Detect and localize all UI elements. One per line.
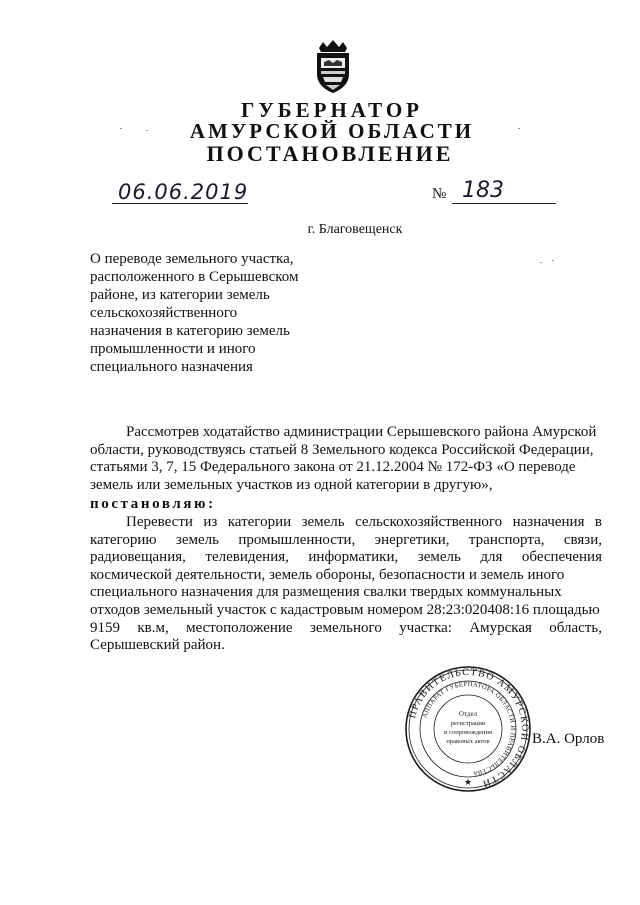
- decree-word: постановляю:: [90, 496, 216, 512]
- body-line: космической деятельности, земель обороны, безопасности и земель иного: [90, 566, 565, 583]
- body-line: Серышевский район.: [90, 637, 225, 654]
- preamble-line: земель или земельных участков из одной категории в другую»,: [90, 476, 493, 493]
- subject-line: районе, из категории земель: [90, 287, 270, 303]
- stamp-inner-text: АППАРАТ ГУБЕРНАТОРА ОБЛАСТИ И ПРАВИТЕЛЬСТВА: [421, 680, 517, 777]
- stamp-outer-text: ПРАВИТЕЛЬСТВО АМУРСКОЙ ОБЛАСТИ: [407, 666, 531, 790]
- official-stamp: [404, 665, 532, 793]
- preamble-line: Рассмотрев ходатайство администрации Серышевского района Амурской: [126, 424, 597, 440]
- date-underline: [112, 203, 248, 204]
- scan-speck: [518, 128, 520, 129]
- body-line: Перевести из категории земель сельскохозяйственного назначения в: [126, 514, 602, 530]
- coat-of-arms-emblem: [311, 38, 355, 94]
- decision-paragraph: [90, 514, 602, 655]
- body-line: категорию земель промышленности, энергетики, транспорта, связи,: [90, 531, 602, 548]
- subject-line: назначения в категорию земель: [90, 323, 290, 339]
- scan-speck: [552, 260, 554, 261]
- body-line: специального назначения для размещения свалки твердых коммунальных: [90, 584, 562, 601]
- document-date: 06.06.2019: [118, 180, 249, 204]
- document-type-title: ПОСТАНОВЛЕНИЕ: [206, 141, 454, 166]
- number-underline: [452, 203, 556, 204]
- preamble-line: статьями 3, 7, 15 Федерального закона от 21.12.2004 № 172-ФЗ «О переводе: [90, 459, 576, 476]
- header-governor: ГУБЕРНАТОР: [240, 98, 424, 122]
- stamp-center-line: регистрации: [450, 720, 486, 727]
- subject-line: промышленности и иного: [90, 341, 256, 357]
- subject-line: расположенного в Серышевском: [90, 269, 299, 285]
- body-line: отходов земельный участок с кадастровым номером 28:23:020408:16 площадью: [90, 601, 600, 618]
- preamble-line: области, руководствуясь статьей 8 Земельного кодекса Российской Федерации,: [90, 441, 594, 458]
- signature-name: В.А. Орлов: [532, 731, 605, 747]
- subject-line: специального назначения: [90, 359, 253, 375]
- scan-speck: [120, 128, 122, 129]
- scan-speck: [146, 130, 148, 131]
- stamp-center-line: Отдел: [458, 710, 478, 718]
- subject-block: [90, 250, 330, 376]
- stamp-center-line: и сопровождения: [444, 729, 492, 736]
- document-number: 183: [462, 178, 504, 203]
- stamp-center-line: правовых актов: [446, 738, 490, 745]
- city-line: г. Благовещенск: [307, 222, 403, 237]
- subject-line: сельскохозяйственного: [90, 305, 238, 321]
- header-region: АМУРСКОЙ ОБЛАСТИ: [189, 119, 475, 143]
- number-sign: №: [432, 186, 447, 202]
- scan-speck: [540, 262, 542, 263]
- body-line: 9159 кв.м, местоположение земельного участка: Амурская область,: [90, 619, 602, 636]
- subject-line: О переводе земельного участка,: [90, 251, 294, 267]
- star-icon: ★: [463, 778, 473, 788]
- preamble-paragraph: [90, 424, 602, 494]
- body-line: радиовещания, телевидения, информатики, земель для обеспечения: [90, 549, 602, 566]
